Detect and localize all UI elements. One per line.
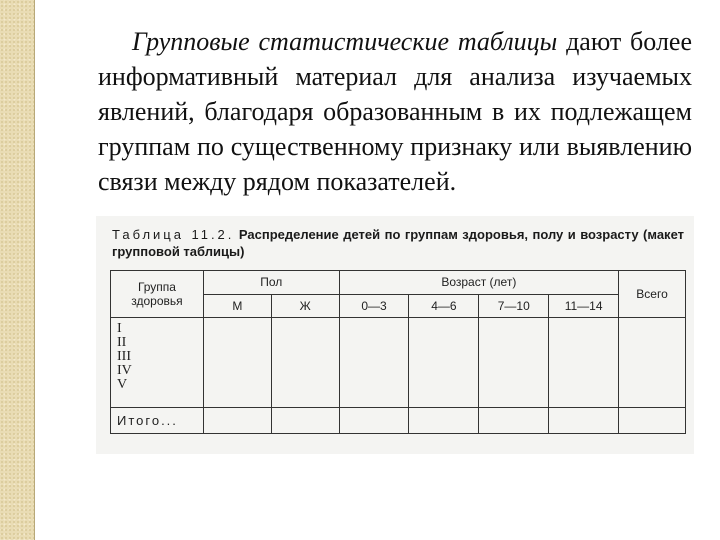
table-cell — [619, 318, 686, 408]
group-list — [111, 318, 204, 408]
table-caption — [112, 226, 684, 260]
header-age-7-10: 7—10 — [479, 294, 549, 318]
group-label: IV — [117, 363, 132, 379]
table-scan — [96, 216, 694, 454]
group-label: III — [117, 349, 131, 365]
group-label: I — [117, 321, 122, 337]
table-cell — [549, 318, 619, 408]
header-sex-m: М — [203, 294, 271, 318]
health-groups-table — [110, 270, 686, 434]
table-cell — [409, 408, 479, 434]
paragraph-italic-term: Групповые статистические таблицы — [132, 27, 558, 56]
header-age-4-6: 4—6 — [409, 294, 479, 318]
decorative-side-strip — [0, 0, 35, 540]
intro-paragraph — [98, 24, 692, 199]
caption-label: Таблица 11.2. — [112, 227, 235, 242]
table-cell — [619, 408, 686, 434]
table-cell — [479, 318, 549, 408]
header-sex-f: Ж — [271, 294, 339, 318]
table-cell — [271, 318, 339, 408]
table-cell — [479, 408, 549, 434]
header-age-11-14: 11—14 — [549, 294, 619, 318]
group-label: V — [117, 377, 128, 393]
header-sex: Пол — [203, 271, 339, 295]
total-label: Итого... — [111, 408, 204, 434]
header-group: Группа здоровья — [111, 271, 204, 318]
table-cell — [409, 318, 479, 408]
table-cell — [271, 408, 339, 434]
table-cell — [339, 408, 409, 434]
table-cell — [339, 318, 409, 408]
group-label: II — [117, 335, 127, 351]
header-total: Всего — [619, 271, 686, 318]
caption-text: Распределение детей по группам здоровья, полу и возрасту (макет групповой таблицы) — [112, 227, 684, 259]
header-age-0-3: 0—3 — [339, 294, 409, 318]
table-cell — [549, 408, 619, 434]
table-cell — [203, 318, 271, 408]
paragraph-text: дают более информативный материал для анализа изучаемых явлений, благодаря образованным в их подлежащем группам по существенному признаку или выявлению связи между рядом показателей. — [98, 27, 692, 196]
table-cell — [203, 408, 271, 434]
header-age: Возраст (лет) — [339, 271, 618, 295]
